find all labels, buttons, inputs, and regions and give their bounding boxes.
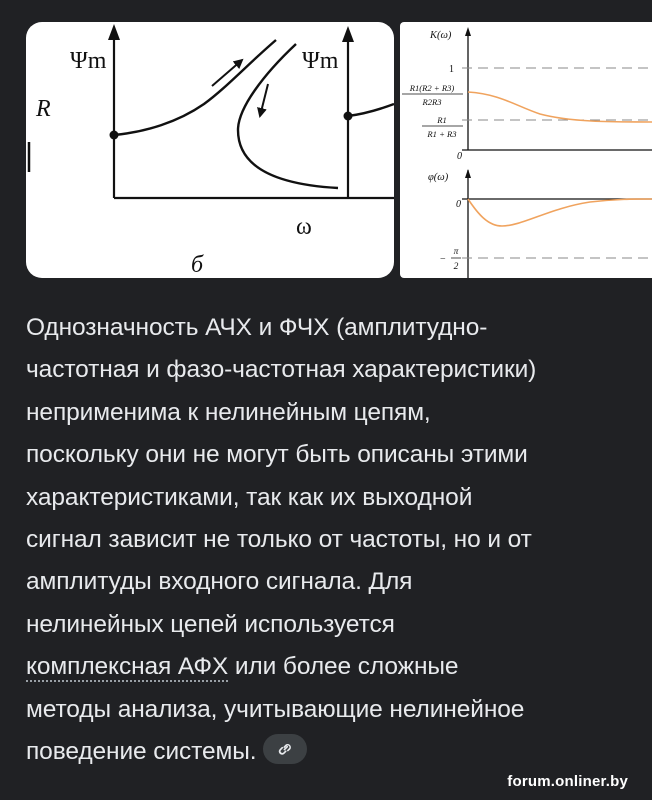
k-tick-1: 1 (449, 64, 454, 75)
answer-line: частотная и фазо-частотная характеристики) (26, 356, 537, 384)
arrow-down (260, 84, 268, 116)
watermark: forum.onliner.by (507, 773, 628, 790)
curve-2-start-point (344, 112, 353, 121)
source-link-button[interactable] (263, 734, 307, 764)
phi-pi: π (453, 247, 459, 257)
y-axis-2-arrow (342, 26, 354, 42)
phi-zero: 0 (456, 199, 461, 210)
figure-caption: б (191, 252, 204, 278)
phi-axis-label: φ(ω) (428, 172, 449, 183)
k-axis-label: K(ω) (430, 30, 452, 41)
curve-rising (114, 40, 276, 135)
answer-line: нелинейных цепей используется (26, 610, 395, 638)
k-tick-mid-den: R2R3 (422, 97, 442, 107)
phi-neg-sign: − (440, 254, 446, 265)
image-nonlinear-resonance[interactable] (26, 22, 394, 278)
answer-line: сигнал зависит не только от частоты, но и от (26, 526, 532, 554)
frequency-response-figure (400, 22, 652, 278)
resonance-figure (26, 22, 394, 278)
arrow-up (212, 60, 242, 86)
answer-line: неприменима к нелинейным цепям, (26, 398, 431, 426)
k-curve (468, 92, 652, 122)
answer-line: Однозначность АЧХ и ФЧХ (амплитудно- (26, 314, 488, 341)
phi-two: 2 (453, 262, 459, 272)
k-tick-low-num: R1 (437, 115, 447, 125)
phi-axis-arrow (465, 169, 471, 178)
answer-line: поведение системы. (26, 738, 257, 766)
y-axis-1-label: Ψm (70, 48, 107, 74)
images-row (0, 0, 652, 280)
curve-start-point (110, 131, 119, 140)
complex-afh-link[interactable]: комплексная АФХ (26, 653, 229, 681)
k-tick-mid-num: R1(R2 + R3) (409, 83, 455, 93)
answer-text (26, 307, 636, 773)
k-tick-low-den: R1 + R3 (427, 129, 457, 139)
image-frequency-response[interactable] (400, 22, 652, 278)
answer-line: или более сложные (228, 653, 459, 681)
link-icon (275, 739, 295, 759)
answer-line: поскольку они не могут быть описаны этими (26, 441, 528, 469)
k-zero: 0 (457, 151, 462, 162)
y-axis-2-label: Ψm (302, 48, 339, 74)
y-axis-1-arrow (108, 24, 120, 40)
curve-2 (348, 104, 394, 116)
x-axis-label: ω (296, 214, 312, 240)
label-r: R (36, 96, 51, 122)
answer-line: амплитуды входного сигнала. Для (26, 568, 413, 596)
answer-line: методы анализа, учитывающие нелинейное (26, 695, 525, 723)
answer-line: характеристиками, так как их выходной (26, 483, 473, 511)
phi-curve (468, 199, 652, 226)
k-axis-arrow (465, 27, 471, 36)
